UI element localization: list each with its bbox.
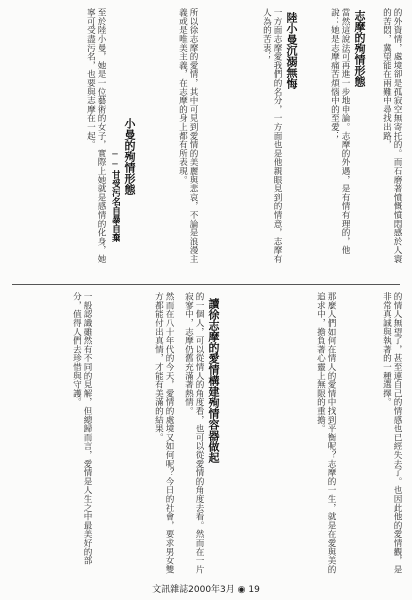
bottom-text-mid: 的一個人，可以從情人的角度看，也可以從愛情的角度去看。然而在一片寂寥中，志摩仍舊充滿著熱情。 bbox=[183, 292, 204, 574]
top-text-mid: 一方面志摩愛我們的名分，一方面也是他親眼見到的情意，志摩有人為的苦衷； bbox=[261, 8, 282, 264]
bottom-col-mid bbox=[176, 292, 204, 574]
top-heading-mid: 陸小曼沉溺無悔 bbox=[285, 12, 298, 89]
top-heading-right: 志摩的殉情形態 bbox=[353, 10, 366, 87]
bottom-col-right bbox=[338, 292, 402, 574]
top-text-far-left: 至於陸小曼，她是一位藝術的女子，實際上她就是感情的化身，她寧可受盡污名，也要與志摩在一起。 bbox=[85, 8, 106, 264]
top-col-left-top bbox=[138, 8, 198, 266]
bottom-col-far-left bbox=[12, 292, 92, 574]
footer-text: 文訊雜誌2000年3月 ◉ 19 bbox=[152, 585, 260, 595]
top-col-mid bbox=[200, 8, 282, 266]
bottom-text-left: 然而在八十年代的今天，愛情的處境又如何呢？今日的社會，要求男女雙方都能付出真情，才能有美滿的結果。 bbox=[153, 292, 174, 574]
bottom-text-right: 的情人無望了，甚至連自己的情感也已經失去了。也因此他的愛情觀，是非常真誠與執著的一種選擇。 bbox=[381, 292, 402, 574]
bottom-text-mid-right: 那麼人們如何在情人的愛情中找到平衡呢？志摩的一生，就是在愛與美的追求中，擔負著心靈上無限的重擔。 bbox=[315, 292, 336, 574]
section-divider bbox=[12, 284, 400, 285]
top-text-mid-right: 當然這說法可再進一步地申論。志摩的外遇，是有情有理的，他說：她是志摩痛苦煩惱中的至愛； bbox=[329, 8, 350, 255]
page-footer bbox=[0, 582, 412, 595]
bottom-text-far-left: 一般認識雖然有不同的見解，但總歸而言，愛情是人生之中最美好的部分，值得人們去珍惜與守護。 bbox=[71, 292, 92, 565]
bottom-col-left bbox=[94, 292, 174, 574]
top-text-left: 所以徐志摩的愛情，其中可見到愛情的美麗與悲哀，不論是浪漫主義或是唯美主義，在志摩的身上都有所表現。 bbox=[177, 8, 198, 264]
top-subheading-left: ──甘受污名自暴自棄 bbox=[110, 150, 120, 242]
top-col-right bbox=[368, 8, 402, 266]
bottom-heading-mid: 讀徐志摩的愛情構建殉情容器做起 bbox=[207, 298, 220, 463]
bottom-col-mid-right bbox=[222, 292, 336, 574]
top-heading-left: 小曼的殉情形態 bbox=[123, 118, 136, 195]
top-text-right: 的外資情，處境卻是孤寂空無寄托的。而石磨著憤慨憤悶感於人寰的苦悶，冀望能在兩難中尋找出路， bbox=[381, 8, 402, 264]
top-col-mid-right bbox=[300, 8, 350, 266]
top-col-far-left bbox=[12, 8, 106, 266]
